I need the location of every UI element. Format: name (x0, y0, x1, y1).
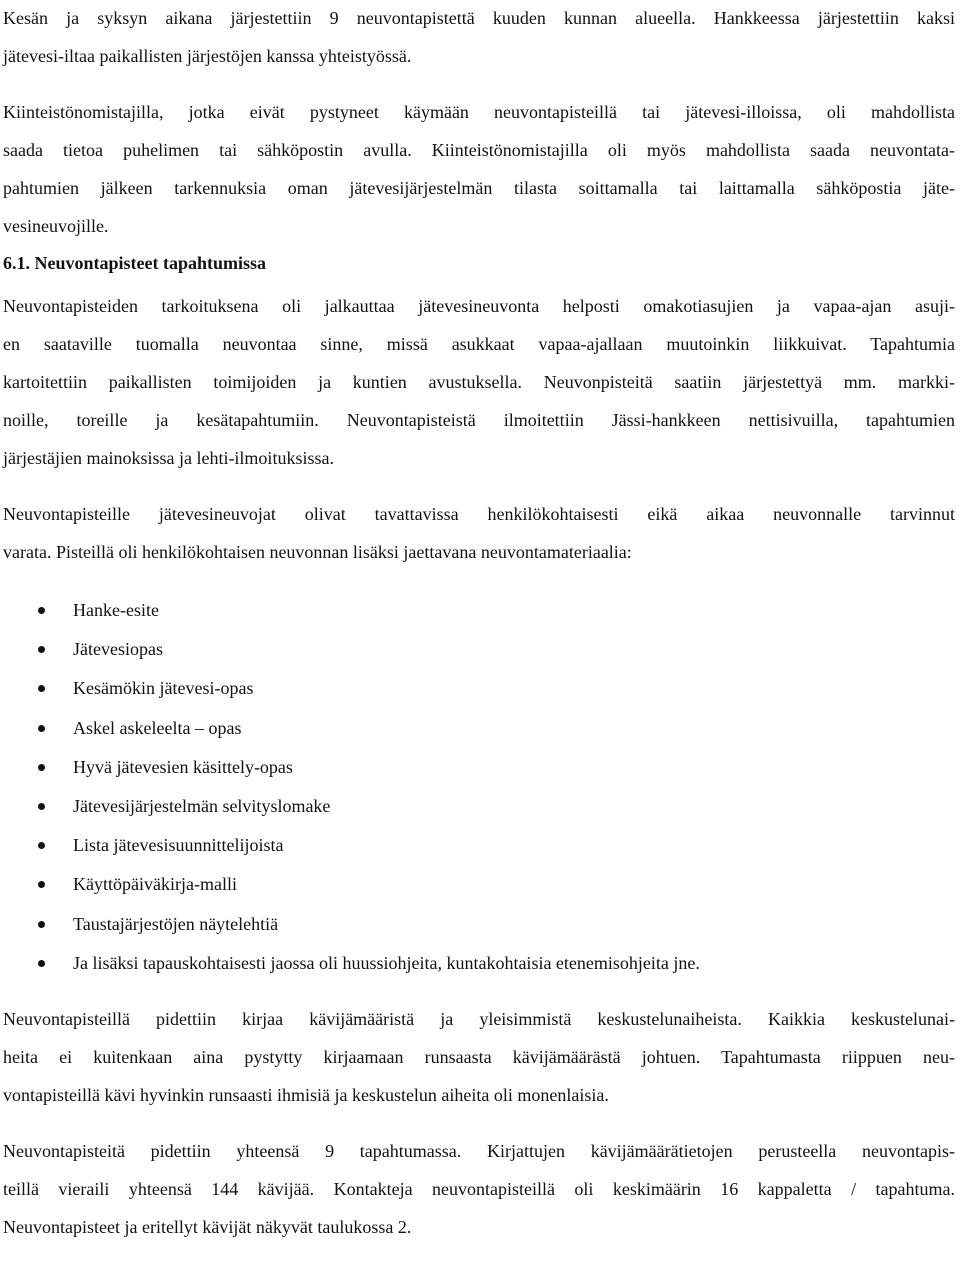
bullet-icon (38, 685, 45, 692)
materials-paragraph (3, 495, 955, 571)
text-line: teillä vieraili yhteensä 144 kävijää. Kontakteja neuvontapisteillä oli keskimäärin 16 kappaletta / tapahtuma. (3, 1178, 955, 1199)
list-item: Käyttöpäiväkirja-malli (3, 865, 955, 904)
text-line: vontapisteillä kävi hyvinkin runsaasti ihmisiä ja keskustelun aiheita oli monenlaisia. (3, 1084, 609, 1105)
bullet-icon (38, 921, 45, 928)
visitors-paragraph (3, 1000, 955, 1114)
intro-paragraph (3, 0, 955, 75)
text-line: Neuvontapisteille jätevesineuvojat olivat tavattavissa henkilökohtaisesti eikä aikaa neuvonnalle tarvinnut (3, 504, 955, 524)
list-item: Lista jätevesisuunnittelijoista (3, 826, 955, 865)
text-line: Neuvontapisteet ja eritellyt kävijät näkyvät taulukossa 2. (3, 1216, 412, 1237)
list-item: Kesämökin jätevesi-opas (3, 669, 955, 708)
list-item: Jätevesijärjestelmän selvityslomake (3, 787, 955, 826)
bullet-icon (38, 725, 45, 732)
bullet-icon (38, 803, 45, 810)
text-line: varata. Pisteillä oli henkilökohtaisen neuvonnan lisäksi jaettavana neuvontamateriaalia: (3, 542, 632, 562)
list-item: Taustajärjestöjen näytelehtiä (3, 905, 955, 944)
owners-paragraph (3, 93, 955, 245)
bullet-icon (38, 881, 45, 888)
list-item: Askel askeleelta – opas (3, 709, 955, 748)
text-line: jätevesi-iltaa paikallisten järjestöjen kanssa yhteistyössä. (3, 46, 412, 66)
text-line: vesineuvojille. (3, 216, 109, 236)
purpose-paragraph (3, 287, 955, 477)
text-line: järjestäjien mainoksissa ja lehti-ilmoituksissa. (3, 448, 334, 468)
bullet-icon (38, 842, 45, 849)
section-heading-text: 6.1. Neuvontapisteet tapahtumissa (3, 253, 267, 273)
text-line: Kesän ja syksyn aikana järjestettiin 9 neuvontapistettä kuuden kunnan alueella. Hankkeessa järjestettiin kaksi (3, 8, 955, 28)
bullet-icon (38, 646, 45, 653)
list-item: Hanke-esite (3, 591, 955, 630)
text-line: pahtumien jälkeen tarkennuksia oman jätevesijärjestelmän tilasta soittamalla tai laittamalla sähköpostia jäte- (3, 178, 955, 198)
list-item: Jätevesiopas (3, 630, 955, 669)
bullet-icon (38, 607, 45, 614)
bullet-icon (38, 764, 45, 771)
bullet-icon (38, 960, 45, 967)
text-line: saada tietoa puhelimen tai sähköpostin avulla. Kiinteistönomistajilla oli myös mahdollista saada neuvontata- (3, 140, 955, 160)
document-page (3, 0, 955, 1246)
text-line: kartoitettiin paikallisten toimijoiden ja kuntien avustuksella. Neuvonpisteitä saatiin järjestettyä mm. markki- (3, 372, 955, 392)
text-line: Neuvontapisteiden tarkoituksena oli jalkauttaa jätevesineuvonta helposti omakotiasujien ja vapaa-ajan asuji- (3, 296, 955, 316)
text-line: noille, toreille ja kesätapahtumiin. Neuvontapisteistä ilmoitettiin Jässi-hankkeen nettisivuilla, tapahtumien (3, 410, 955, 430)
summary-paragraph (3, 1132, 955, 1246)
text-line: Neuvontapisteitä pidettiin yhteensä 9 tapahtumassa. Kirjattujen kävijämäärätietojen perusteella neuvontapis- (3, 1140, 955, 1161)
section-heading (3, 244, 955, 282)
text-line: heita ei kuitenkaan aina pystytty kirjaamaan runsaasta kävijämäärästä johtuen. Tapahtumasta riippuen neu- (3, 1046, 955, 1067)
text-line: Kiinteistönomistajilla, jotka eivät pystyneet käymään neuvontapisteillä tai jätevesi-illoissa, oli mahdollista (3, 102, 955, 122)
list-item: Hyvä jätevesien käsittely-opas (3, 748, 955, 787)
text-line: Neuvontapisteillä pidettiin kirjaa kävijämääristä ja yleisimmistä keskustelunaiheista. Kaikkia keskustelunai- (3, 1008, 955, 1029)
text-line: en saataville tuomalla neuvontaa sinne, missä asukkaat vapaa-ajallaan muutoinkin liikkuivat. Tapahtumia (3, 334, 955, 354)
materials-list (3, 591, 955, 983)
list-item: Ja lisäksi tapauskohtaisesti jaossa oli huussiohjeita, kuntakohtaisia etenemisohjeita jne. (3, 944, 955, 983)
